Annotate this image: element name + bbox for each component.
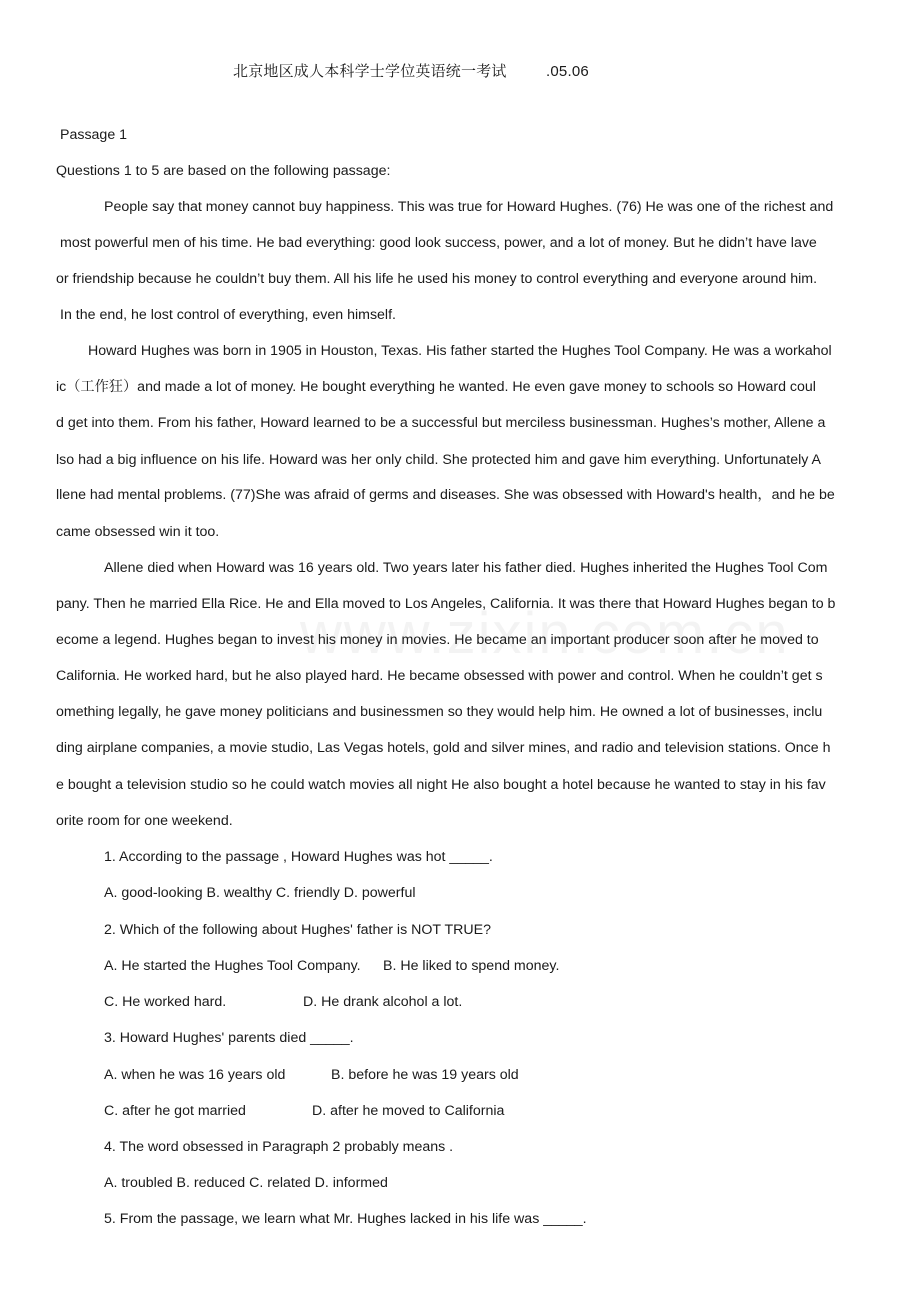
exam-title: 北京地区成人本科学士学位英语统一考试	[233, 63, 507, 80]
paragraph-line: orite room for one weekend.	[56, 813, 233, 829]
paragraph-line: ding airplane companies, a movie studio, Las Vegas hotels, gold and silver mines, and radio and television stations. Once h	[56, 740, 831, 756]
paragraph-line: came obsessed win it too.	[56, 524, 220, 540]
question-3-option-b: B. before he was 19 years old	[331, 1067, 519, 1083]
question-1-options: A. good-looking B. wealthy C. friendly D. powerful	[104, 885, 416, 901]
paragraph-line: In the end, he lost control of everything, even himself.	[60, 307, 396, 323]
question-3-option-a: A. when he was 16 years old	[104, 1067, 286, 1083]
exam-date: .05.06	[546, 63, 589, 80]
paragraph-line: ecome a legend. Hughes began to invest his money in movies. He became an important producer soon after he moved to	[56, 632, 819, 648]
question-4: 4. The word obsessed in Paragraph 2 probably means .	[104, 1139, 454, 1155]
passage-label: Passage 1	[60, 127, 128, 143]
question-4-options: A. troubled B. reduced C. related D. informed	[104, 1175, 388, 1191]
question-2-option-b: B. He liked to spend money.	[383, 958, 560, 974]
paragraph-line: Howard Hughes was born in 1905 in Houston, Texas. His father started the Hughes Tool Company. He was a workahol	[88, 343, 832, 359]
instructions: Questions 1 to 5 are based on the following passage:	[56, 163, 391, 179]
paragraph-line: ic（工作狂）and made a lot of money. He bought everything he wanted. He even gave money to schools so Howard coul	[56, 379, 816, 395]
paragraph-line: pany. Then he married Ella Rice. He and Ella moved to Los Angeles, California. It was there that Howard Hughes began to b	[56, 596, 836, 612]
question-3: 3. Howard Hughes' parents died _____.	[104, 1030, 354, 1046]
question-3-option-c: C. after he got married	[104, 1103, 246, 1119]
paragraph-line: lso had a big influence on his life. Howard was her only child. She protected him and gave him everything. Unfortunately A	[56, 452, 821, 468]
paragraph-line: People say that money cannot buy happiness. This was true for Howard Hughes. (76) He was one of the richest and	[104, 199, 834, 215]
question-5: 5. From the passage, we learn what Mr. Hughes lacked in his life was _____.	[104, 1211, 587, 1227]
question-2: 2. Which of the following about Hughes' father is NOT TRUE?	[104, 922, 492, 938]
paragraph-line: d get into them. From his father, Howard learned to be a successful but merciless businessman. Hughes’s mother, Allene a	[56, 415, 826, 431]
question-2-option-a: A. He started the Hughes Tool Company.	[104, 958, 361, 974]
paragraph-line: Allene died when Howard was 16 years old. Two years later his father died. Hughes inherited the Hughes Tool Com	[104, 560, 828, 576]
paragraph-line: California. He worked hard, but he also played hard. He became obsessed with power and control. When he couldn’t get s	[56, 668, 823, 684]
paragraph-line: e bought a television studio so he could watch movies all night He also bought a hotel because he wanted to stay in his fav	[56, 777, 826, 793]
question-3-option-d: D. after he moved to California	[312, 1103, 505, 1119]
question-2-option-d: D. He drank alcohol a lot.	[303, 994, 463, 1010]
paragraph-line: omething legally, he gave money politicians and businessmen so they would help him. He owned a lot of businesses, inclu	[56, 704, 823, 720]
paragraph-line: most powerful men of his time. He bad everything: good look success, power, and a lot of money. But he didn’t have lave	[60, 235, 817, 251]
question-1: 1. According to the passage , Howard Hughes was hot _____.	[104, 849, 493, 865]
question-2-option-c: C. He worked hard.	[104, 994, 227, 1010]
paragraph-line: llene had mental problems. (77)She was afraid of germs and diseases. She was obsessed with Howard's health，and he be	[56, 487, 835, 503]
paragraph-line: or friendship because he couldn’t buy them. All his life he used his money to control everything and everyone around him.	[56, 271, 818, 287]
